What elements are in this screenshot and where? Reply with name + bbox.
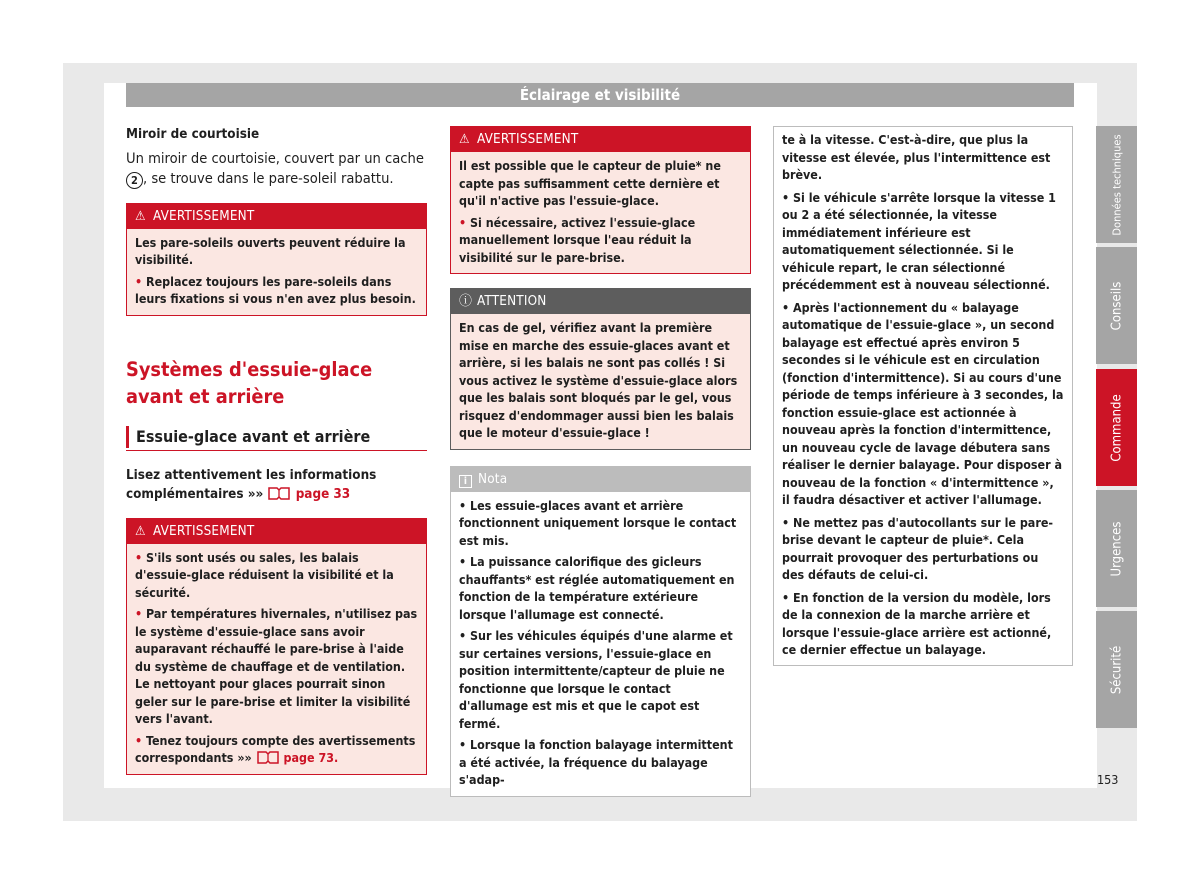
- bullet-icon: •: [459, 497, 471, 513]
- book-reference-icon: [267, 486, 291, 500]
- nota-bullet: [459, 627, 742, 732]
- attention-circle-icon: ⓘ: [459, 294, 473, 309]
- mirror-text-b: , se trouve dans le pare-soleil rabattu.: [143, 169, 394, 187]
- warning-box-wipers: [126, 518, 427, 775]
- bullet-text: Replacez toujours les pare-soleils dans leurs fixations si vous n'en avez plus besoin.: [135, 273, 416, 307]
- warning-header: [127, 204, 426, 229]
- bullet-icon: •: [135, 273, 147, 289]
- bullet-text: La puissance calorifique des gicleurs chauffants* est réglée automatiquement en fonction de la température extérieure lorsque l'allumage est connecté.: [459, 554, 735, 622]
- mirror-paragraph: [126, 149, 427, 189]
- tab-commande[interactable]: [1096, 369, 1137, 486]
- warning-text: Les pare-soleils ouverts peuvent réduire la visibilité.: [135, 234, 406, 268]
- column-middle: [450, 126, 751, 797]
- subsection-title: Essuie-glace avant et arrière: [126, 426, 427, 448]
- warning-box-rain-sensor: [450, 126, 751, 274]
- page-link[interactable]: page 73.: [283, 750, 339, 766]
- bullet-icon: •: [782, 514, 794, 530]
- warning-header: [451, 127, 750, 152]
- warning-box-sunvisor: [126, 203, 427, 316]
- nota-label: Nota: [478, 471, 508, 487]
- warning-triangle-icon: ⚠: [135, 523, 146, 539]
- warning-body: [127, 229, 426, 315]
- bullet-text: Tenez toujours compte des avertissements correspondants: [135, 732, 416, 766]
- bullet-text: En fonction de la version du modèle, lors de la connexion de la marche arrière et lorsque l'essuie-glace arrière est actionné, ce dernier effectue un balayage.: [782, 589, 1052, 657]
- tab-conseils[interactable]: [1096, 247, 1137, 364]
- cross-ref-arrows: »»: [237, 750, 252, 766]
- attention-box: [450, 288, 751, 450]
- bullet-icon: •: [782, 299, 794, 315]
- section-title: Systèmes d'essuie-glace avant et arrière: [126, 357, 373, 408]
- nota-bullet: [782, 299, 1064, 509]
- bullet-text: Ne mettez pas d'autocollants sur le pare-brise devant le capteur de pluie*. Cela pourrait provoquer des perturbations ou des défauts de celui-ci.: [782, 514, 1054, 582]
- tab-label: Conseils: [1109, 281, 1124, 330]
- attention-text: En cas de gel, vérifiez avant la première mise en marche des essuie-glaces avant et arrière, si les balais ne sont pas collés ! Si vous activez le système d'essuie-glace alors que les balais sont bloqués par le gel, vous risquez d'endommager aussi bien les balais que le moteur d'essuie-glace !: [459, 320, 738, 440]
- attention-header: [451, 289, 750, 314]
- bullet-icon: •: [782, 189, 794, 205]
- nota-bullet: [782, 189, 1064, 294]
- nota-bullet: [459, 497, 742, 550]
- warning-label: AVERTISSEMENT: [477, 132, 579, 147]
- bullet-icon: •: [135, 549, 147, 565]
- warning-body: [127, 544, 426, 774]
- column-left: [126, 126, 427, 775]
- cross-ref-arrows: »»: [247, 486, 264, 502]
- page-number: 153: [1097, 772, 1119, 787]
- info-icon: i: [459, 475, 472, 488]
- mirror-heading: Miroir de courtoisie: [126, 127, 260, 142]
- bullet-icon: •: [459, 214, 471, 230]
- warning-header: [127, 519, 426, 544]
- bullet-icon: •: [782, 589, 794, 605]
- bullet-icon: •: [135, 732, 147, 748]
- book-reference-icon: [256, 750, 280, 764]
- attention-body: [451, 314, 750, 449]
- intro-paragraph: [126, 466, 427, 504]
- tab-securite[interactable]: [1096, 611, 1137, 728]
- warning-triangle-icon: ⚠: [135, 208, 146, 224]
- chapter-header: Éclairage et visibilité: [126, 83, 1074, 107]
- nota-body: [451, 492, 750, 796]
- subsection-divider: [126, 450, 427, 451]
- bullet-text: Si le véhicule s'arrête lorsque la vitesse 1 ou 2 a été sélectionnée, la vitesse immédiatement inférieure est automatiquement sélectionnée. Si le véhicule repart, le cran sélectionné précédemment est à nouveau sélectionné.: [782, 189, 1056, 292]
- mirror-text-a: Un miroir de courtoisie, couvert par un cache: [126, 150, 424, 168]
- tab-label: Commande: [1109, 393, 1124, 462]
- nota-bullet: [459, 736, 742, 789]
- warning-bullet: [459, 214, 742, 267]
- nota-box: [450, 466, 751, 797]
- bullet-text: S'ils sont usés ou sales, les balais d'essuie-glace réduisent la visibilité et la sécurité.: [135, 549, 394, 600]
- tab-urgences[interactable]: [1096, 490, 1137, 607]
- bullet-text: Sur les véhicules équipés d'une alarme et sur certaines versions, l'essuie-glace en position intermittente/capteur de pluie ne fonctionne que lorsque le contact d'allumage est mis et que le capot est fermé.: [459, 628, 733, 731]
- bullet-icon: •: [135, 606, 147, 622]
- warning-bullet: [135, 273, 418, 308]
- bullet-icon: •: [459, 737, 471, 752]
- nota-bullet: [459, 553, 742, 623]
- page-link[interactable]: page 33: [295, 486, 351, 502]
- bullet-text: Après l'actionnement du « balayage automatique de l'essuie-glace », un second balayage est effectué après environ 5 secondes si le véhicule est en circulation (fonction d'intermittence). Si au cours d'une période de temps inférieure à 3 secondes, la fonction essuie-glace est actionnée à nouveau après la fonction d'intermittence, un nouveau cycle de lavage débutera sans réaliser le dernier balayage. Pour disposer à nouveau de la fonction « d'intermittence », il faudra désactiver et activer l'allumage.: [782, 299, 1064, 507]
- tab-label: Données techniques: [1110, 133, 1123, 236]
- callout-number-icon: 2: [126, 172, 143, 189]
- warning-triangle-icon: ⚠: [459, 132, 470, 147]
- warning-label: AVERTISSEMENT: [153, 523, 255, 539]
- intro-text: Lisez attentivement les informations complémentaires: [126, 467, 377, 502]
- nota-continuation-box: [773, 126, 1073, 666]
- tab-donnees-techniques[interactable]: [1096, 126, 1137, 243]
- bullet-text: Les essuie-glaces avant et arrière fonctionnent uniquement lorsque le contact est mis.: [459, 497, 737, 548]
- attention-label: ATTENTION: [477, 294, 547, 309]
- warning-bullet: [135, 549, 418, 602]
- column-right: [773, 126, 1073, 666]
- bullet-text: Si nécessaire, activez l'essuie-glace manuellement lorsque l'eau réduit la visibilité sur le pare-brise.: [459, 214, 696, 265]
- bullet-icon: •: [459, 628, 471, 643]
- bullet-icon: •: [459, 554, 471, 569]
- warning-bullet: [135, 732, 418, 767]
- continued-text: te à la vitesse. C'est-à-dire, que plus la vitesse est élevée, plus l'intermittence est brève.: [782, 132, 1051, 182]
- warning-bullet: [135, 605, 418, 728]
- nota-header: [451, 467, 750, 492]
- tab-label: Urgences: [1109, 521, 1124, 576]
- bullet-text: Par températures hivernales, n'utilisez pas le système d'essuie-glace sans avoir auparavant réchauffé le pare-brise à l'aide du système de chauffage et de ventilation. Le nettoyant pour glaces pourrait sinon geler sur le pare-brise et limiter la visibilité vers l'avant.: [135, 606, 418, 727]
- bullet-text: Lorsque la fonction balayage intermittent a été activée, la fréquence du balayage s'adap-: [459, 737, 733, 787]
- nota-bullet: [782, 514, 1064, 584]
- tab-label: Sécurité: [1109, 645, 1124, 694]
- nota-bullet: [782, 589, 1064, 659]
- warning-text: Il est possible que le capteur de pluie* ne capte pas suffisamment cette dernière et qu'il n'active pas l'essuie-glace.: [459, 158, 721, 208]
- warning-body: [451, 152, 750, 273]
- warning-label: AVERTISSEMENT: [153, 208, 255, 224]
